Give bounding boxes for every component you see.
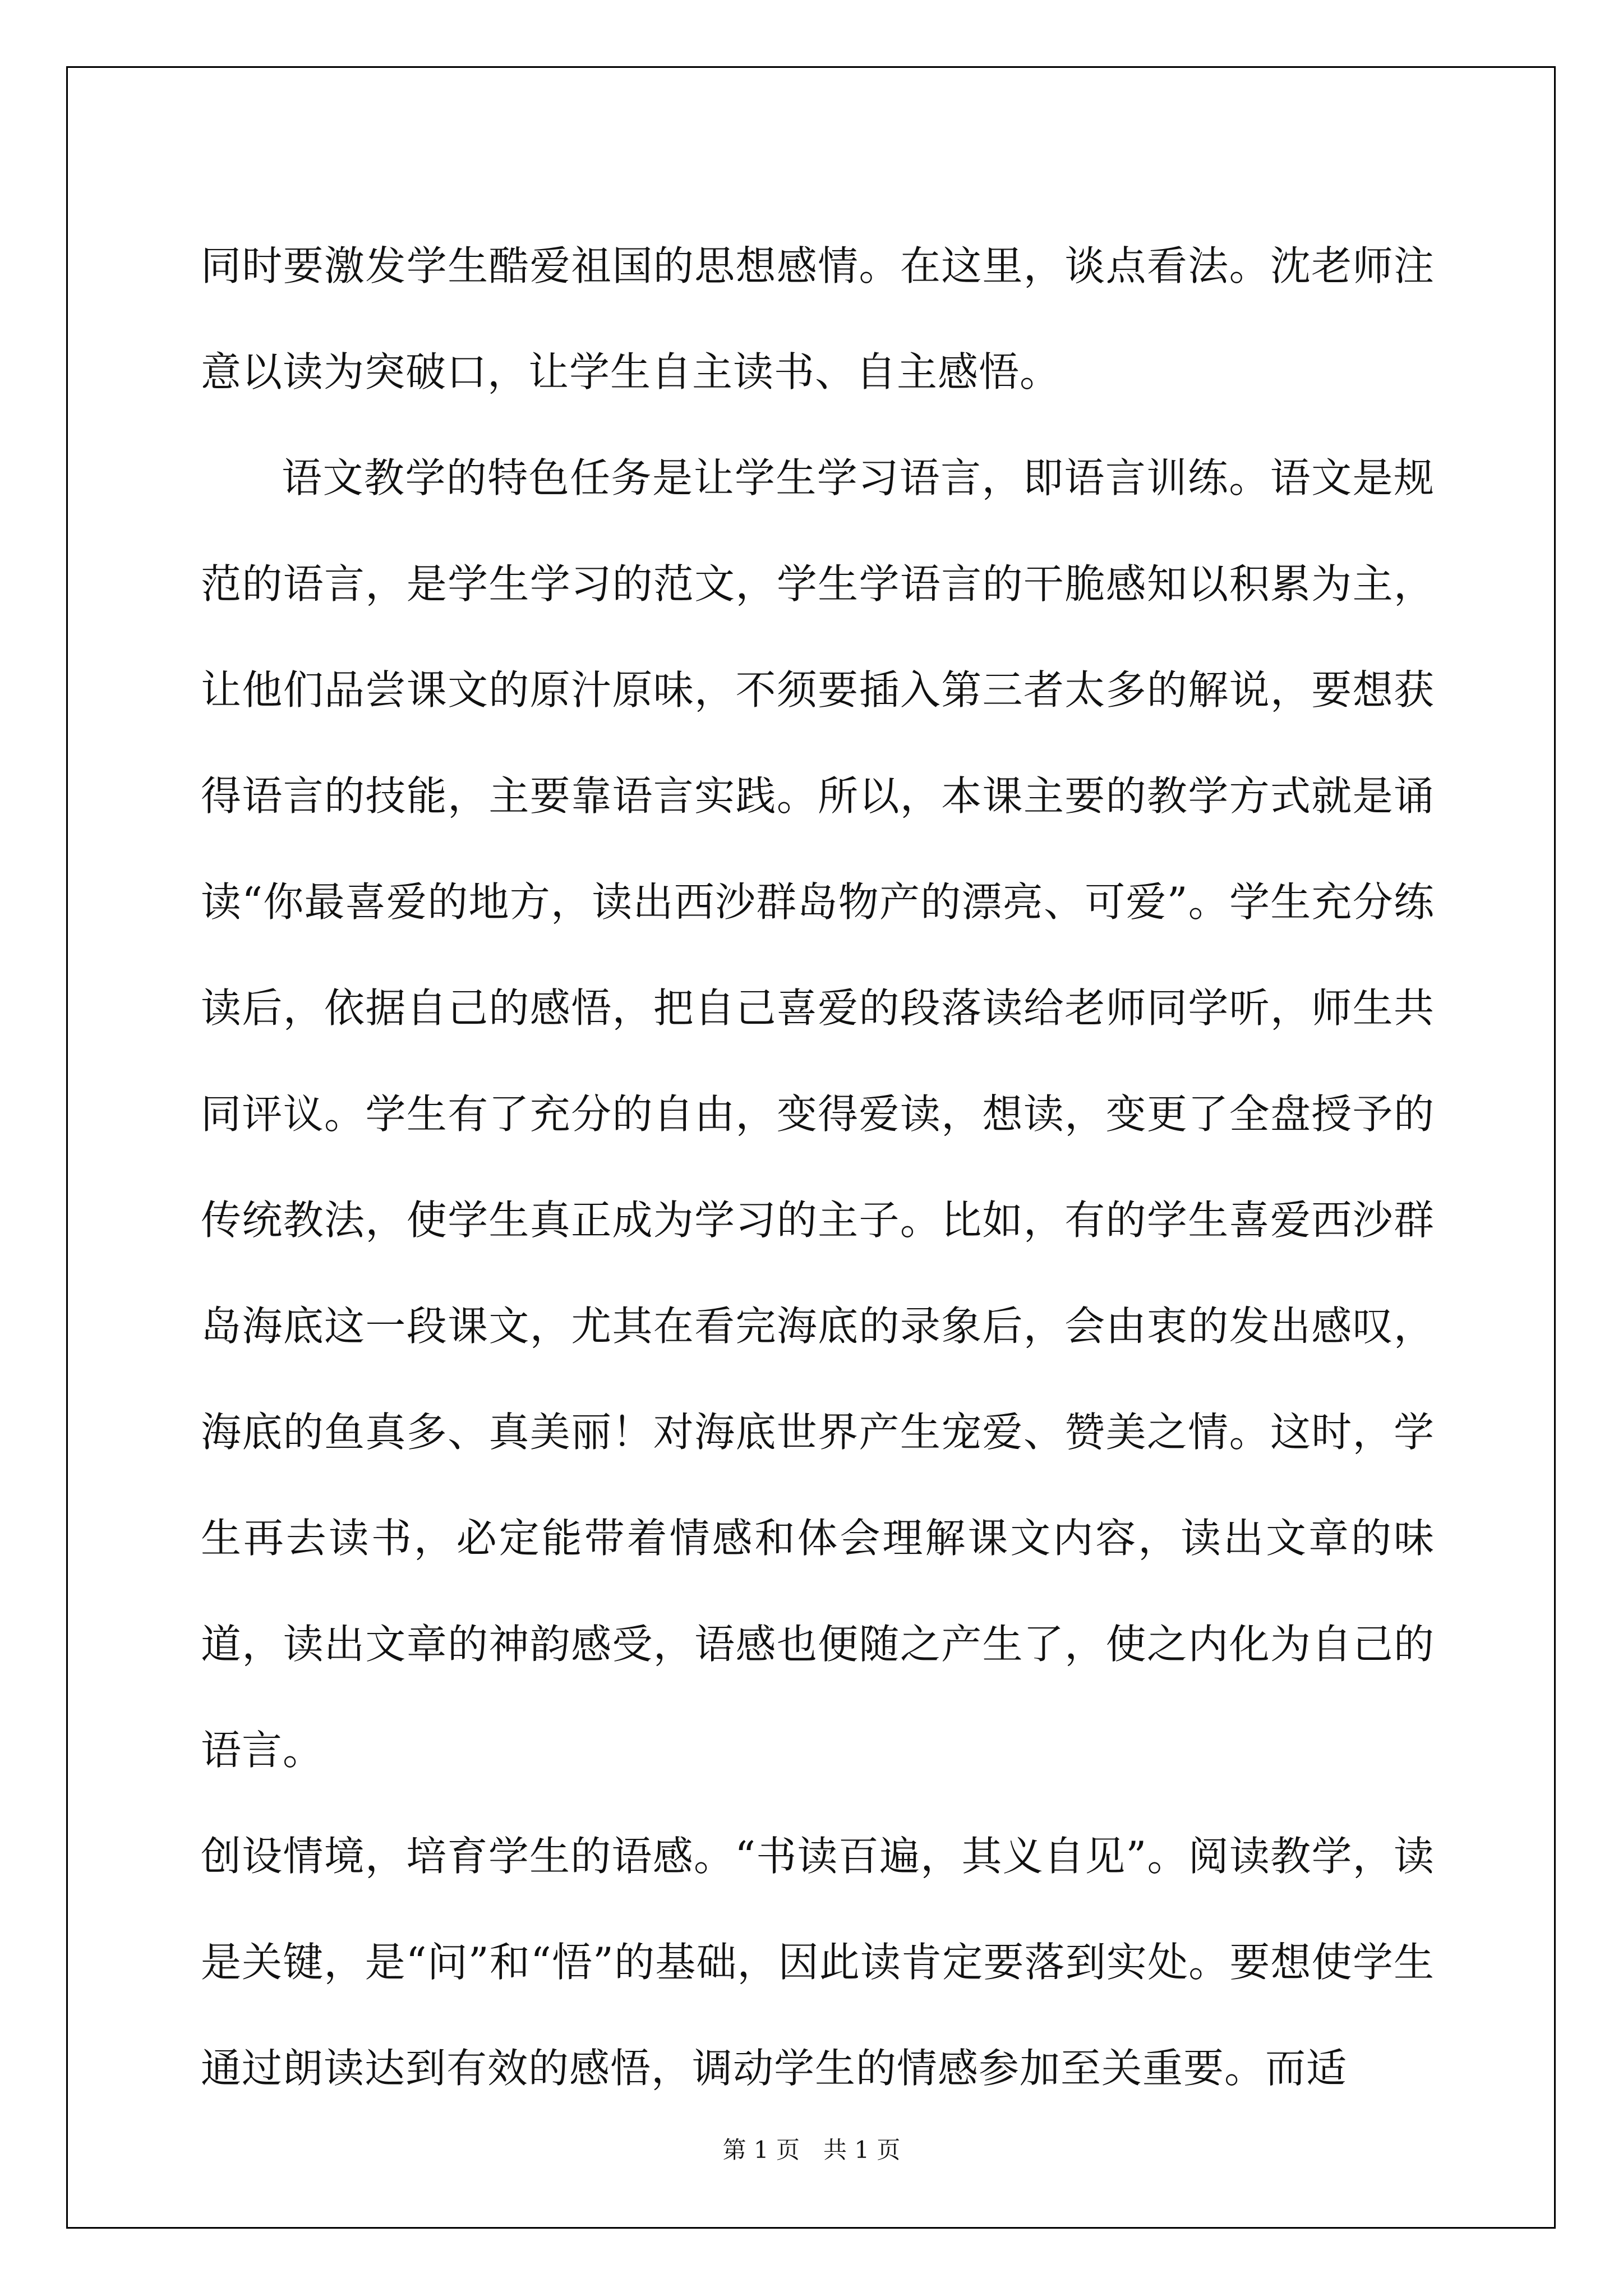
paragraph-1: 同时要激发学生酷爱祖国的思想感情。在这里，谈点看法。沈老师注意以读为突破口，让学生自主读书、自主感悟。 <box>201 242 1435 395</box>
document-body <box>201 213 1435 2122</box>
page-footer: 第 1 页 共 1 页 <box>722 2136 901 2164</box>
paragraph-3: 创设情境，培育学生的语感。“书读百遍，其义自见”。阅读教学，读是关键，是“问”和“悟”的基础，因此读肯定要落到实处。要想使学生通过朗读达到有效的感悟，调动学生的情感参加至关重要。而适 <box>201 1833 1435 2092</box>
paragraph-2: 语文教学的特色任务是让学生学习语言，即语言训练。语文是规范的语言，是学生学习的范文，学生学语言的干脆感知以积累为主，让他们品尝课文的原汁原味，不须要插入第三者太多的解说，要想获得语言的技能，主要靠语言实践。所以，本课主要的教学方式就是诵读“你最喜爱的地方，读出西沙群岛物产的漂亮、可爱”。学生充分练读后，依据自己的感悟，把自己喜爱的段落读给老师同学听，师生共同评议。学生有了充分的自由，变得爱读，想读，变更了全盘授予的传统教法，使学生真正成为学习的主子。比如，有的学生喜爱西沙群岛海底这一段课文，尤其在看完海底的录象后，会由衷的发出感叹，海底的鱼真多、真美丽！对海底世界产生宠爱、赞美之情。这时，学生再去读书，必定能带着情感和体会理解课文内容，读出文章的味道，读出文章的神韵感受，语感也便随之产生了，使之内化为自己的语言。 <box>201 454 1435 1774</box>
